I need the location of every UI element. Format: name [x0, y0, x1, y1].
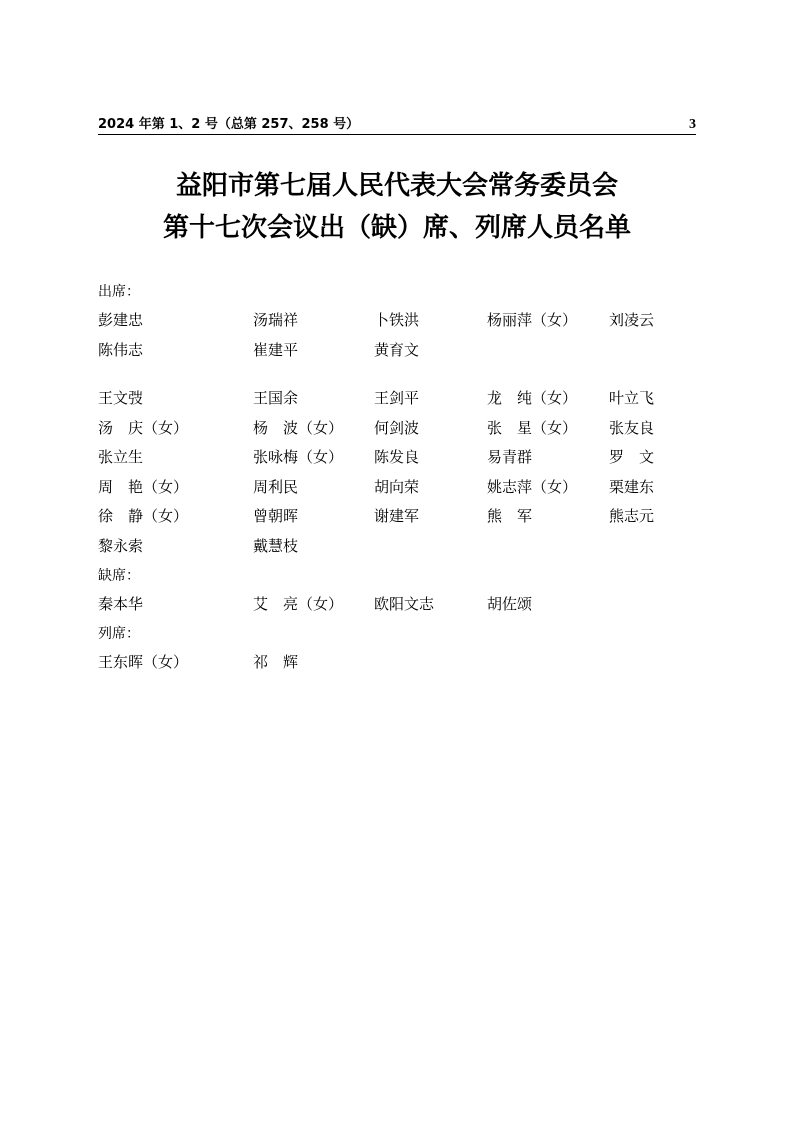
person-name: 张咏梅（女）	[253, 448, 344, 466]
document-title-line-2: 第十七次会议出（缺）席、列席人员名单	[162, 213, 631, 243]
person-name: 汤 庆（女）	[98, 418, 189, 437]
person-name: 张友良	[609, 418, 655, 437]
person-name: 陈发良	[374, 448, 420, 466]
person-name: 周利民	[253, 477, 299, 496]
absent-section-label: 缺席：	[98, 568, 140, 584]
person-name: 胡佐颂	[487, 595, 533, 613]
person-name: 龙 纯（女）	[487, 389, 578, 407]
person-name: 卜铁洪	[374, 311, 420, 329]
person-name: 徐 静（女）	[98, 507, 189, 525]
person-name: 张立生	[98, 448, 144, 466]
person-name: 杨丽萍（女）	[487, 311, 578, 329]
person-name: 艾 亮（女）	[253, 595, 344, 613]
person-name: 周 艳（女）	[98, 477, 189, 496]
person-name: 刘凌云	[609, 311, 655, 329]
person-name: 曾朝晖	[253, 507, 299, 525]
page-number: 3	[689, 117, 696, 132]
person-name: 汤瑞祥	[253, 311, 299, 329]
header-divider	[98, 134, 696, 135]
issue-number: 2024 年第 1、2 号（总第 257、258 号）	[98, 117, 360, 132]
person-name: 胡向荣	[374, 477, 420, 496]
person-name: 崔建平	[253, 341, 299, 359]
running-header	[98, 116, 696, 136]
person-name: 秦本华	[98, 595, 144, 613]
person-name: 陈伟志	[98, 341, 144, 359]
person-name: 彭建忠	[98, 311, 144, 329]
person-name: 熊志元	[609, 507, 655, 525]
person-name: 黄育文	[374, 341, 420, 359]
person-name: 王东晖（女）	[98, 653, 189, 671]
person-name: 张 星（女）	[487, 418, 578, 437]
person-name: 黎永索	[98, 536, 144, 555]
person-name: 戴慧枝	[253, 536, 299, 555]
person-name: 栗建东	[609, 477, 655, 496]
person-name: 叶立飞	[609, 389, 655, 407]
person-name: 王文弢	[98, 389, 144, 407]
person-name: 易青群	[487, 448, 533, 466]
attending-section-label: 列席：	[98, 626, 140, 642]
document-title-line-1: 益阳市第七届人民代表大会常务委员会	[175, 171, 618, 201]
person-name: 谢建军	[374, 507, 420, 525]
person-name: 欧阳文志	[374, 595, 435, 613]
person-name: 何剑波	[374, 418, 420, 437]
person-name: 罗 文	[609, 448, 655, 466]
person-name: 熊 军	[487, 507, 533, 525]
person-name: 王国余	[253, 389, 299, 407]
person-name: 王剑平	[374, 389, 420, 407]
person-name: 姚志萍（女）	[487, 477, 578, 496]
present-section-label: 出席：	[98, 284, 140, 300]
person-name: 杨 波（女）	[253, 418, 344, 437]
person-name: 祁 辉	[253, 653, 299, 671]
